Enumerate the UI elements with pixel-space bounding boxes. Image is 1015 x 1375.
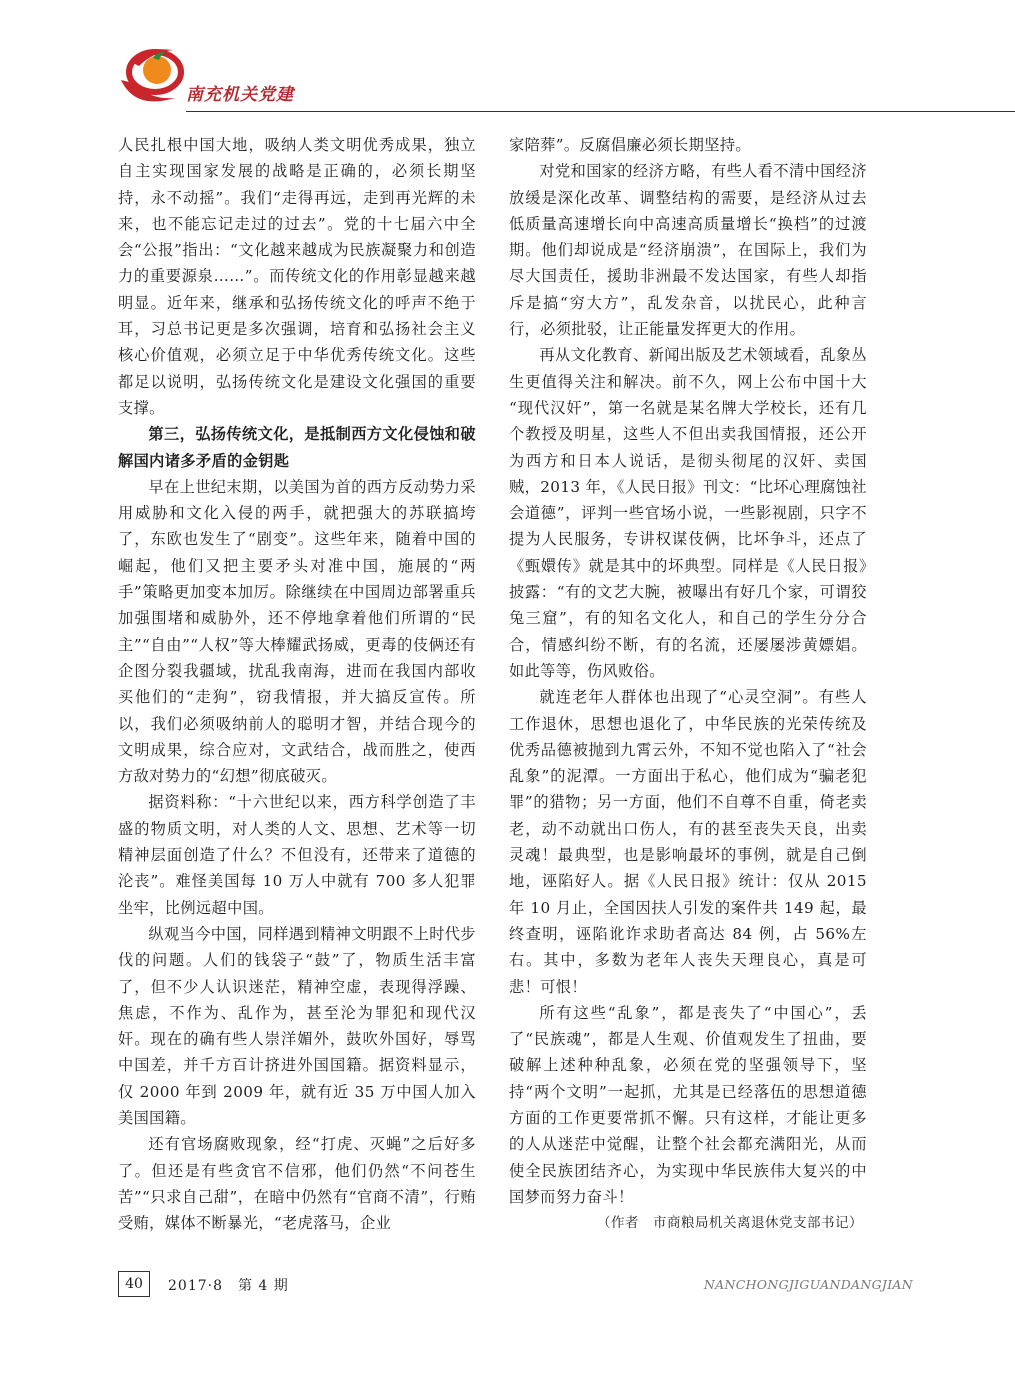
- issue-info: 2017·8 第 4 期: [168, 1278, 289, 1294]
- page-header: [0, 0, 1015, 125]
- paragraph: 据资料称：“十六世纪以来，西方科学创造了丰盛的物质文明，对人类的人文、思想、艺术等一切精神层面创造了什么？不但没有，还带来了道德的沦丧”。难怪美国每 10 万人中就有 700 多人犯罪坐牢，比例远超中国。: [118, 793, 476, 917]
- magazine-title: 南充机关党建: [186, 85, 294, 105]
- paragraph: 还有官场腐败现象，经“打虎、灭蝇”之后好多了。但还是有些贪官不信邪，他们仍然“不问苍生苦”“只求自己甜”，在暗中仍然有“官商不清”，行贿受贿，媒体不断暴光，“老虎落马，企业: [118, 1135, 476, 1233]
- paragraph: 人民扎根中国大地，吸纳人类文明优秀成果，独立自主实现国家发展的战略是正确的，必须长期坚持，永不动摇”。我们“走得再远，走到再光辉的未来，也不能忘记走过的过去”。党的十七届六中全会“公报”指出：“文化越来越成为民族凝聚力和创造力的重要源泉……”。而传统文化的作用彰显越来越明显。近年来，继承和弘扬传统文化的呼声不绝于耳，习总书记更是多次强调，培育和弘扬社会主义核心价值观，必须立足于中华优秀传统文化。这些都足以说明，弘扬传统文化是建设文化强国的重要支撑。: [118, 136, 476, 417]
- article-column-right: [509, 132, 867, 1236]
- paragraph: 就连老年人群体也出现了“心灵空洞”。有些人工作退休，思想也退化了，中华民族的光荣传统及优秀品德被抛到九霄云外，不知不觉也陷入了“社会乱象”的泥潭。一方面出于私心，他们成为“骗老犯罪”的猎物；另一方面，他们不自尊不自重，倚老卖老，动不动就出口伤人，有的甚至丧失天良，出卖灵魂！最典型，也是影响最坏的事例，就是自己倒地，诬陷好人。据《人民日报》统计：仅从 2015 年 10 月止，全国因扶人引发的案件共 149 起，最终查明，诬陷讹诈求助者高达 84 例，占 56%左右。其中，多数为老年人丧失天理良心，真是可悲！可恨！: [509, 688, 867, 996]
- section-subheading: 第三，弘扬传统文化，是抵制西方文化侵蚀和破解国内诸多矛盾的金钥匙: [118, 425, 476, 470]
- paragraph: 对党和国家的经济方略，有些人看不清中国经济放缓是深化改革、调整结构的需要，是经济从过去低质量高速增长向中高速高质量增长“换档”的过渡期。他们却说成是“经济崩溃”，在国际上，我们为尽大国责任，援助非洲最不发达国家，有些人却指斥是搞“穷大方”，乱发杂音，以扰民心，此种言行，必须批驳，让正能量发挥更大的作用。: [509, 162, 867, 339]
- author-note: （作者 市商粮局机关离退休党支部书记）: [597, 1215, 863, 1232]
- page-number: 40: [118, 1271, 150, 1297]
- party-building-logo-icon: [113, 40, 193, 112]
- paragraph: 再从文化教育、新闻出版及艺术领域看，乱象丛生更值得关注和解决。前不久，网上公布中国十大 “现代汉奸”，第一名就是某名牌大学校长，还有几个教授及明星，这些人不但出卖我国情报，还公开为西方和日本人说话，是彻头彻尾的汉奸、卖国贼，2013 年，《人民日报》刊文：“比坏心理腐蚀社会道德”，评判一些官场小说，一些影视剧，只字不提为人民服务，专讲权谋伎俩，比坏争斗，还点了《甄嬛传》就是其中的坏典型。同样是《人民日报》披露：“有的文艺大腕，被曝出有好几个家，可谓狡兔三窟”，有的知名文化人，和自己的学生分分合合，情感纠纷不断，有的名流，还屡屡涉黄嫖娼。如此等等，伤风败俗。: [509, 346, 867, 680]
- article-column-left: [118, 132, 476, 1236]
- paragraph: 所有这些“乱象”，都是丧失了“中国心”，丢了“民族魂”，都是人生观、价值观发生了扭曲，要破解上述种种乱象，必须在党的坚强领导下，坚持“两个文明”一起抓，尤其是已经落伍的思想道德方面的工作更要常抓不懈。只有这样，才能让更多的人从迷茫中觉醒，让整个社会都充满阳光，从而使全民族团结齐心，为实现中华民族伟大复兴的中国梦而努力奋斗！: [509, 1003, 867, 1206]
- paragraph: 家陪葬”。反腐倡廉必须长期坚持。: [509, 136, 751, 154]
- footer-brand: NANCHONGJIGUANDANGJIAN: [703, 1277, 913, 1292]
- paragraph: 纵观当今中国，同样遇到精神文明跟不上时代步伐的问题。人们的钱袋子“鼓”了，物质生活丰富了，但不少人认识迷茫，精神空虚，表现得浮躁、焦虑，不作为、乱作为，甚至沦为罪犯和现代汉奸。现在的确有些人崇洋媚外，鼓吹外国好，辱骂中国差，并千方百计挤进外国国籍。据资料显示，仅 2000 年到 2009 年，就有近 35 万中国人加入美国国籍。: [118, 924, 476, 1127]
- header-divider: [186, 111, 1015, 112]
- paragraph: 早在上世纪末期，以美国为首的西方反动势力采用威胁和文化入侵的两手，就把强大的苏联搞垮了，东欧也发生了“剧变”。这些年来，随着中国的崛起，他们又把主要矛头对准中国，施展的“两手”策略更加变本加厉。除继续在中国周边部署重兵加强围堵和威胁外，还不停地拿着他们所谓的“民主”“自由”“人权”等大棒耀武扬威，更毒的伎俩还有企图分裂我疆域，扰乱我南海，进而在我国内部收买他们的“走狗”，窃我情报，并大搞反宣传。所以，我们必须吸纳前人的聪明才智，并结合现今的文明成果，综合应对，文武结合，战而胜之，使西方敌对势力的“幻想”彻底破灭。: [118, 477, 476, 786]
- page-footer: [0, 1268, 1015, 1308]
